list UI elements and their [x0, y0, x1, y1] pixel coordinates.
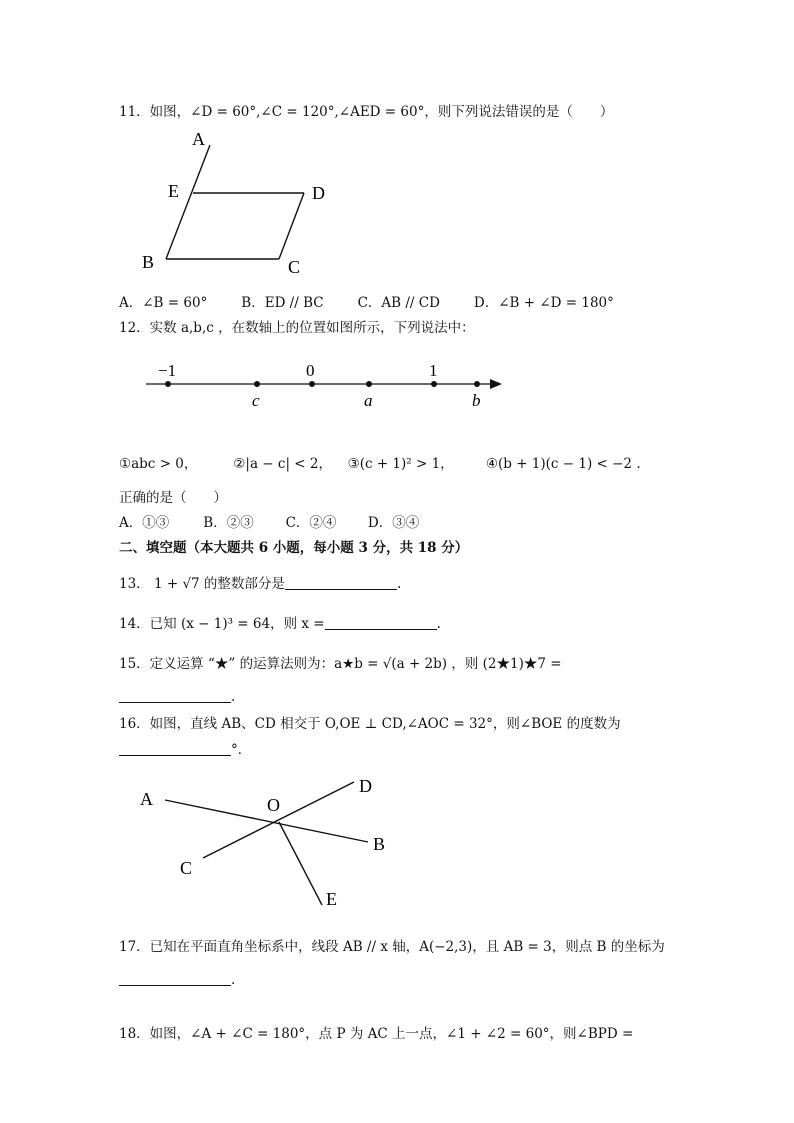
q11-figure — [130, 125, 350, 275]
q12-statement-3: ③(c + 1)² > 1， — [347, 456, 454, 472]
q12-axis-arrow — [490, 379, 502, 389]
q18-stem: 18．如图，∠A + ∠C = 180°，点 P 为 AC 上一点，∠1 + ∠2 = 60°，则∠BPD = — [119, 1026, 634, 1042]
q16-line-oe — [279, 822, 322, 905]
q14-text: 14．已知 (x − 1)³ = 64，则 x = — [119, 616, 325, 632]
q12-statement-4: ④(b + 1)(c − 1) < −2 . — [485, 456, 641, 472]
q11-option-b[interactable]: B．ED // BC — [241, 295, 324, 311]
q17-end: . — [231, 972, 236, 988]
q11-label-e: E — [168, 181, 179, 201]
q17-answer-blank[interactable] — [119, 971, 231, 986]
q16-label-c: C — [180, 858, 193, 878]
q11-option-a[interactable]: A．∠B = 60° — [119, 295, 208, 311]
q12-option-b[interactable]: B．②③ — [203, 515, 254, 531]
q14-end: . — [436, 616, 441, 632]
q11-label-b: B — [142, 252, 155, 272]
q15-stem: 15．定义运算 “★” 的运算法则为：a★b = √(a + 2b) ，则 (2★1)★7 = — [119, 656, 562, 672]
q15-answer-line — [119, 688, 235, 705]
q12-tick-neg1: −1 — [158, 361, 177, 380]
q11-label-d: D — [312, 183, 325, 203]
q12-point-c — [254, 381, 260, 387]
q14-answer-blank[interactable] — [325, 615, 437, 630]
q16-label-b: B — [373, 834, 386, 854]
q12-option-d[interactable]: D．③④ — [367, 515, 420, 531]
q11-option-c[interactable]: C．AB // CD — [357, 295, 440, 311]
q16-label-o: O — [267, 795, 280, 815]
q16-answer-blank[interactable] — [119, 741, 231, 756]
q12-statement-2: ②|a − c| < 2， — [233, 456, 332, 472]
q12-ask: 正确的是（ ） — [119, 490, 227, 506]
section2-title: 二、填空题（本大题共 6 小题，每小题 3 分，共 18 分） — [119, 540, 469, 556]
q16-end: °． — [231, 742, 252, 758]
q12-tick-1: 1 — [429, 361, 438, 380]
q12-point-neg1 — [165, 381, 171, 387]
q11-label-c: C — [288, 257, 301, 275]
q11-option-d[interactable]: D．∠B + ∠D = 180° — [473, 295, 614, 311]
q15-end: . — [231, 689, 236, 705]
q12-options — [119, 511, 419, 531]
q16-label-e: E — [326, 889, 337, 909]
q17-stem: 17．已知在平面直角坐标系中，线段 AB // x 轴，A(−2,3)，且 AB = 3，则点 B 的坐标为 — [119, 939, 665, 955]
q16-stem: 16．如图，直线 AB、CD 相交于 O,OE ⊥ CD,∠AOC = 32°，则∠BOE 的度数为 — [119, 716, 621, 732]
q12-label-b: b — [472, 391, 481, 410]
q12-stem: 12．实数 a,b,c ，在数轴上的位置如图所示，下列说法中： — [119, 320, 475, 336]
q13 — [119, 572, 401, 592]
q16-label-d: D — [359, 776, 372, 796]
q11-stem: 11．如图，∠D = 60°,∠C = 120°,∠AED = 60°，则下列说法错误的是（ ） — [119, 104, 614, 120]
q11-line-ab — [166, 145, 210, 259]
q12-label-c: c — [252, 391, 260, 410]
q13-text: 13． 1 + √7 的整数部分是 — [119, 576, 285, 592]
q11-label-a: A — [192, 129, 205, 149]
q11-options — [119, 291, 614, 311]
q12-tick-0: 0 — [306, 361, 315, 380]
q17-answer-line — [119, 971, 235, 988]
q12-point-1 — [431, 381, 437, 387]
q12-statement-1: ①abc > 0， — [119, 456, 198, 472]
q16-figure — [130, 770, 410, 920]
q12-point-a — [366, 381, 372, 387]
q14 — [119, 612, 441, 632]
q16-label-a: A — [140, 789, 153, 809]
q12-option-c[interactable]: C．②④ — [285, 515, 337, 531]
q12-label-a: a — [364, 391, 373, 410]
q16-answer-line — [119, 738, 251, 758]
q15-answer-blank[interactable] — [119, 688, 231, 703]
q12-number-line — [140, 358, 520, 418]
q12-point-b — [474, 381, 480, 387]
q12-option-a[interactable]: A．①③ — [119, 515, 170, 531]
q13-answer-blank[interactable] — [285, 575, 397, 590]
q16-line-cd — [203, 782, 354, 858]
q13-end: . — [396, 576, 402, 592]
q11-line-dc — [279, 193, 304, 259]
q12-statements — [119, 452, 641, 472]
q12-point-0 — [309, 381, 315, 387]
